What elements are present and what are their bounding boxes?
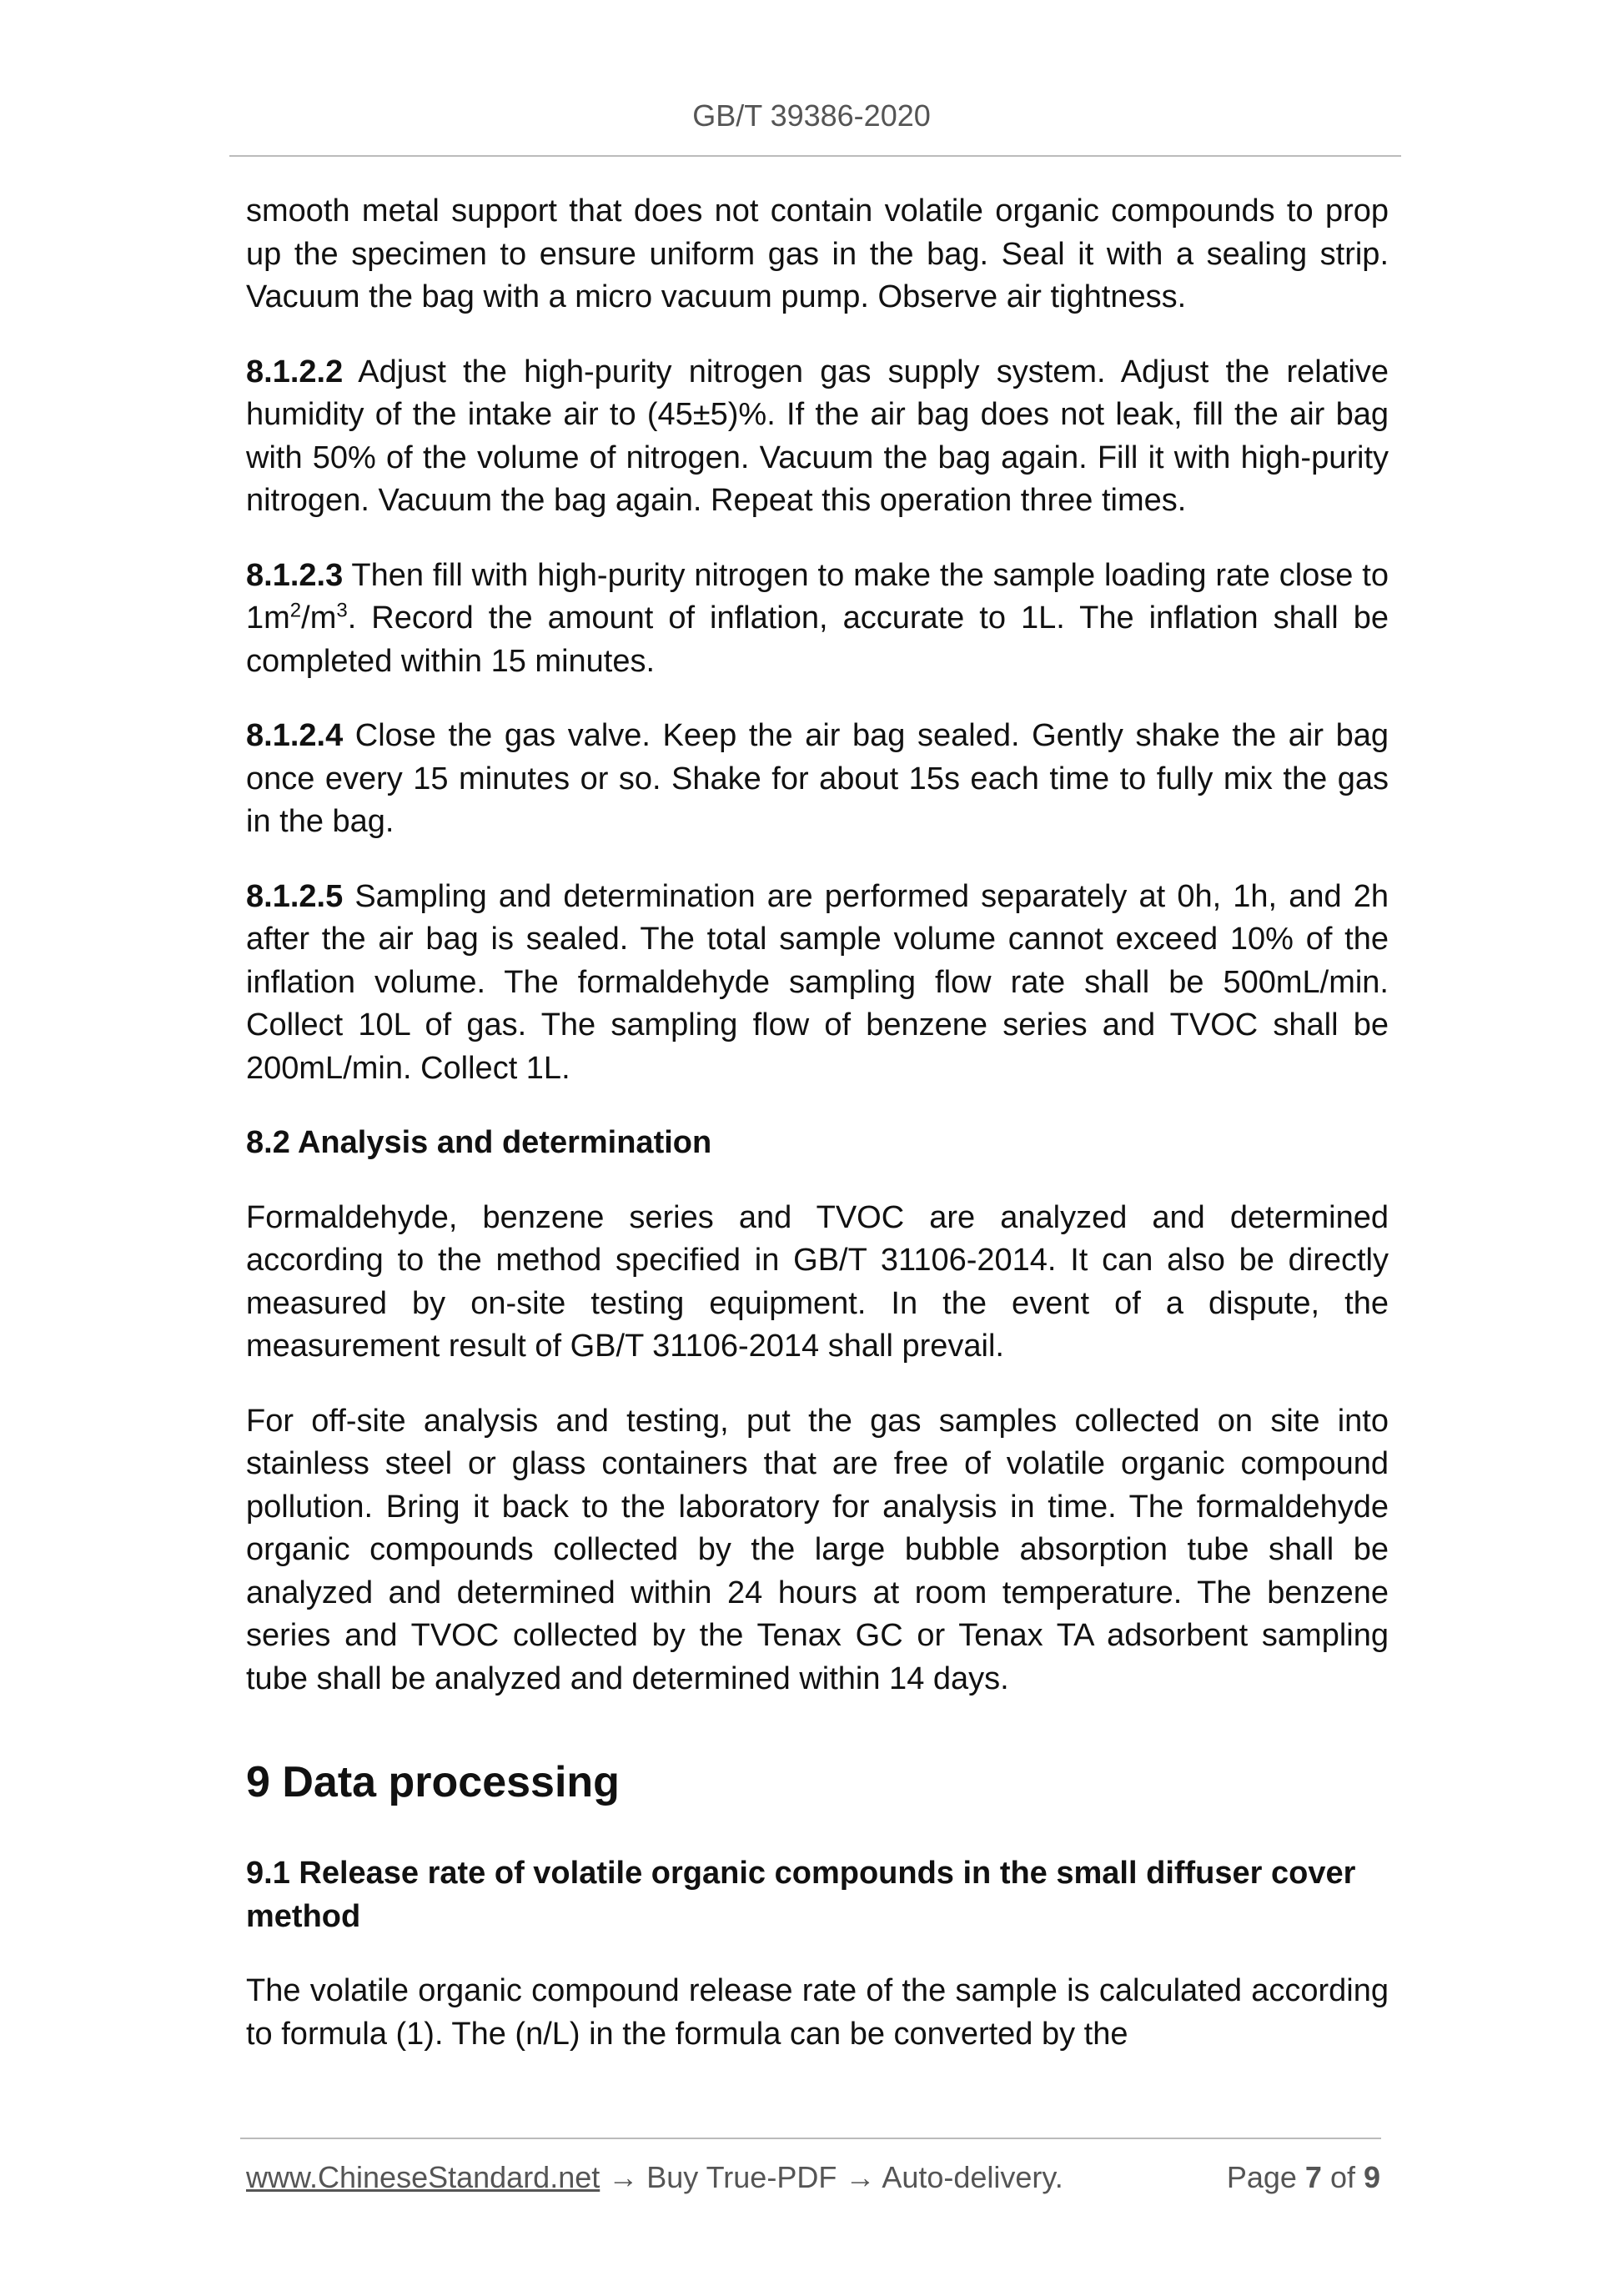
clause-text: Close the gas valve. Keep the air bag sealed. Gently shake the air bag once every 15 minutes or so. Shake for about 15s each time to fully mix the gas in the bag. (246, 718, 1389, 839)
clause-text: Sampling and determination are performed separately at 0h, 1h, and 2h after the air bag is sealed. The total sample volume cannot exceed 10% of the inflation volume. The formaldehyde sampling flow rate shall be 500mL/min. Collect 10L of gas. The sampling flow of benzene series and TVOC shall be 200mL/min. Collect 1L. (246, 878, 1389, 1086)
clause-number: 8.1.2.5 (246, 878, 344, 914)
document-body (246, 190, 1389, 2088)
superscript: 2 (289, 599, 302, 622)
paragraph-9-1: The volatile organic compound release rate of the sample is calculated according to formula (1). The (n/L) in the formula can be converted by the (246, 1973, 1389, 2052)
paragraph-continuation: smooth metal support that does not contain volatile organic compounds to prop up the specimen to ensure uniform gas in the bag. Seal it with a sealing strip. Vacuum the bag with a micro vacuum pump. Observe air tightness. (246, 193, 1389, 314)
clause-text: Adjust the high-purity nitrogen gas supply system. Adjust the relative humidity of the intake air to (45±5)%. If the air bag does not leak, fill the air bag with 50% of the volume of nitrogen. Vacuum the bag again. Fill it with high-purity nitrogen. Vacuum the bag again. Repeat this operation three times. (246, 354, 1389, 518)
clause-number: 8.1.2.4 (246, 718, 344, 753)
clause-text: . Record the amount of inflation, accurate to 1L. The inflation shall be completed within 15 minutes. (246, 600, 1389, 679)
clause-number: 8.1.2.2 (246, 354, 344, 389)
clause-number: 8.1.2.3 (246, 557, 344, 593)
clause-8-1-2-2 (246, 351, 1389, 523)
superscript: 3 (336, 599, 348, 622)
clause-8-1-2-4 (246, 715, 1389, 844)
section-heading-8-2: 8.2 Analysis and determination (246, 1125, 712, 1160)
clause-8-1-2-5 (246, 876, 1389, 1091)
header-divider (229, 155, 1401, 157)
clause-text: /m (301, 600, 337, 636)
page-counter (1227, 2160, 1380, 2195)
clause-text: Then fill with high-purity nitrogen to make the sample loading rate close to 1m (246, 557, 1389, 636)
chapter-heading-9: 9 Data processing (246, 1758, 620, 1806)
website-link[interactable]: www.ChineseStandard.net (246, 2160, 600, 2194)
paragraph-8-2-a: Formaldehyde, benzene series and TVOC are analyzed and determined according to the method specified in GB/T 31106-2014. It can also be directly measured by on-site testing equipment. In the event of a dispute, the measurement result of GB/T 31106-2014 shall prevail. (246, 1199, 1389, 1364)
page-label: Page (1226, 2160, 1305, 2194)
page-footer (246, 2160, 1380, 2195)
page-total: 9 (1363, 2160, 1380, 2194)
footer-divider (240, 2138, 1381, 2139)
page-number: 7 (1304, 2160, 1322, 2194)
paragraph-8-2-b: For off-site analysis and testing, put the gas samples collected on site into stainless steel or glass containers that are free of volatile organic compound pollution. Bring it back to the laboratory for analysis in time. The formaldehyde organic compounds collected by the large bubble absorption tube shall be analyzed and determined within 24 hours at room temperature. The benzene series and TVOC collected by the Tenax GC or Tenax TA adsorbent sampling tube shall be analyzed and determined within 14 days. (246, 1403, 1389, 1696)
page-header: GB/T 39386-2020 (692, 98, 931, 133)
section-heading-9-1: 9.1 Release rate of volatile organic compounds in the small diffuser cover method (246, 1856, 1356, 1934)
footer-tagline: → Buy True-PDF → Auto-delivery. (600, 2160, 1063, 2194)
of-label: of (1321, 2160, 1364, 2194)
clause-8-1-2-3 (246, 555, 1389, 684)
